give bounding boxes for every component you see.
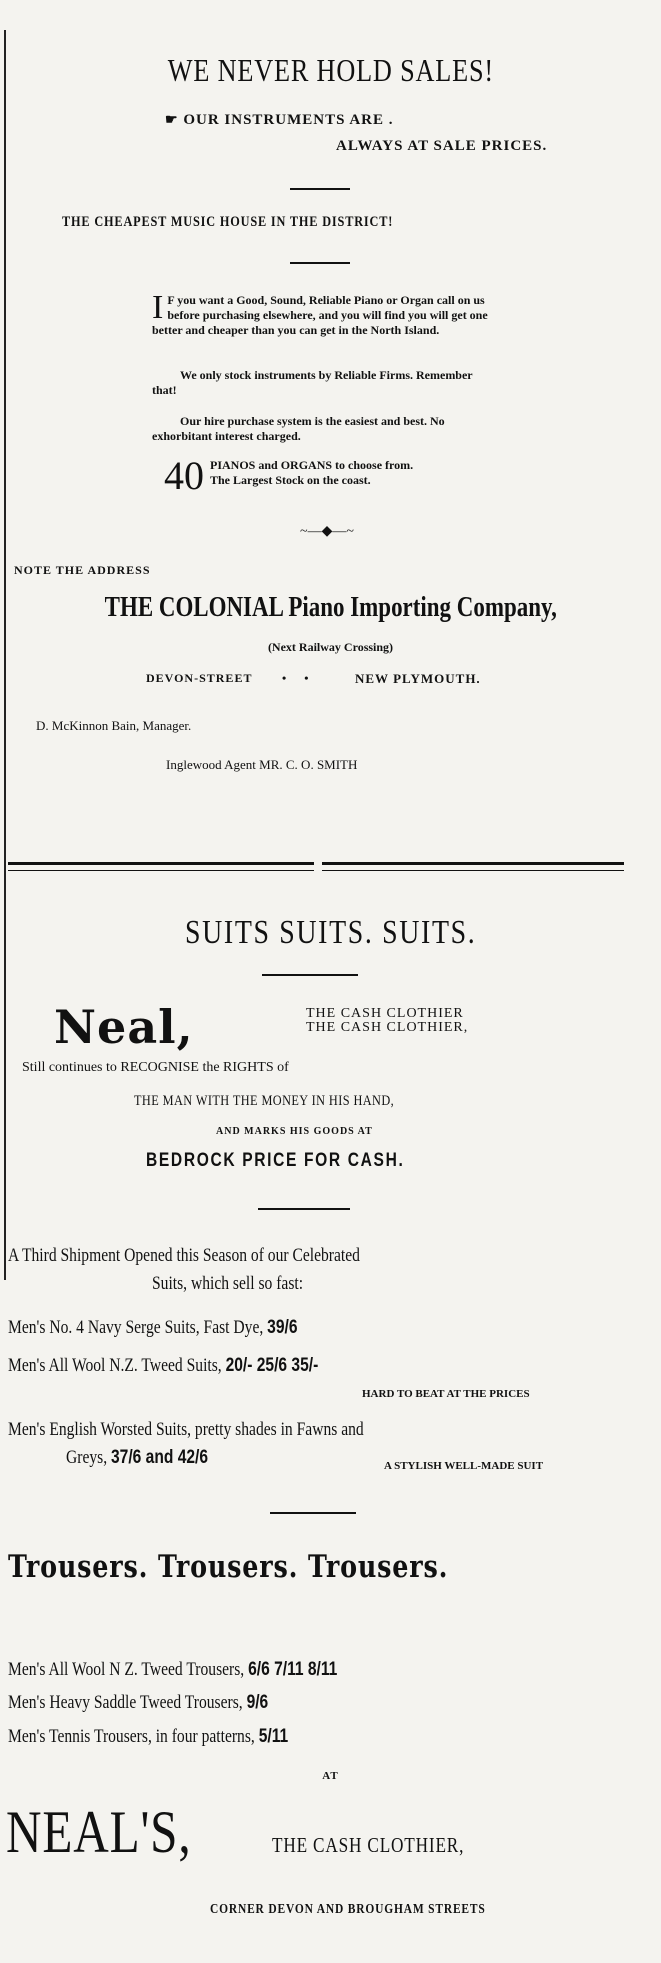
suit-3-note: A STYLISH WELL-MADE SUIT [384, 1460, 544, 1472]
hand-pointer-icon: ☛ [165, 113, 179, 128]
company-name: THE COLONIAL Piano Importing Company, [104, 592, 557, 623]
divider [270, 1512, 356, 1514]
railway-crossing: (Next Railway Crossing) [267, 640, 394, 654]
agent-line: Inglewood Agent MR. C. O. SMITH [166, 757, 358, 772]
piano-sub2: ALWAYS AT SALE PRICES. [336, 138, 548, 154]
trouser-item-1: Men's All Wool N Z. Tweed Trousers, 6/6 7/11 8/11 [8, 1659, 338, 1680]
marks-line: AND MARKS HIS GOODS AT [216, 1126, 373, 1137]
still-line: Still continues to RECOGNISE the RIGHTS of [22, 1060, 289, 1075]
cash-clothier-tag: THE CASH CLOTHIER THE CASH CLOTHIER, [306, 1006, 469, 1035]
neal-logo: Neal, [54, 1000, 194, 1054]
third-shipment-line1: A Third Shipment Opened this Season of our Celebrated [8, 1245, 360, 1266]
divider [290, 262, 350, 264]
dots: • • [282, 671, 309, 685]
piano-paragraph-3: Our hire purchase system is the easiest and best. No exhorbitant interest charged. [152, 414, 445, 443]
cheapest-line: THE CHEAPEST MUSIC HOUSE IN THE DISTRICT! [62, 214, 394, 230]
at-label: AT [322, 1770, 339, 1782]
town-name: NEW PLYMOUTH. [355, 671, 481, 686]
section-divider-right [322, 862, 624, 871]
piano-sub1: ☛ OUR INSTRUMENTS ARE . [165, 112, 394, 128]
column-border [4, 30, 6, 1280]
divider [290, 188, 350, 190]
suit-item-3-line2: Greys, 37/6 and 42/6 [66, 1447, 209, 1468]
bedrock-line: BEDROCK PRICE FOR CASH. [146, 1150, 405, 1171]
man-with-money: THE MAN WITH THE MONEY IN HIS HAND, [134, 1093, 395, 1109]
suit-item-1: Men's No. 4 Navy Serge Suits, Fast Dye, 39/6 [8, 1317, 298, 1338]
ornament-divider: ~—◆—~ [300, 524, 354, 539]
piano-paragraph-1: I F you want a Good, Sound, Reliable Piano or Organ call on us before purchasing elsewhere, and you will find you will get one better and cheaper than you can get in the North Island. [152, 289, 488, 337]
divider [262, 974, 358, 976]
suit-2-note: HARD TO BEAT AT THE PRICES [362, 1388, 530, 1400]
trouser-item-2: Men's Heavy Saddle Tweed Trousers, 9/6 [8, 1692, 269, 1713]
piano-headline: WE NEVER HOLD SALES! [167, 52, 494, 88]
corner-address: CORNER DEVON AND BROUGHAM STREETS [210, 1902, 486, 1917]
suit-item-2: Men's All Wool N.Z. Tweed Suits, 20/- 25/6 35/- [8, 1355, 319, 1376]
cash-clothier-footer: THE CASH CLOTHIER, [272, 1833, 465, 1857]
section-divider-left [8, 862, 314, 871]
street-name: DEVON-STREET [146, 671, 253, 685]
trousers-headline: Trousers. Trousers. Trousers. [8, 1549, 449, 1585]
third-shipment-line2: Suits, which sell so fast: [152, 1273, 304, 1294]
trouser-item-3: Men's Tennis Trousers, in four patterns, 5/11 [8, 1726, 289, 1747]
piano-paragraph-4: 40 PIANOS and ORGANS to choose from. The Largest Stock on the coast. [164, 453, 414, 498]
neals-logo: NEAL'S, [6, 1799, 192, 1865]
suits-headline: SUITS SUITS. SUITS. [184, 914, 477, 951]
manager-line: D. McKinnon Bain, Manager. [36, 718, 192, 733]
suit-item-3-line1: Men's English Worsted Suits, pretty shades in Fawns and [8, 1419, 364, 1440]
note-address: NOTE THE ADDRESS [14, 563, 151, 577]
divider [258, 1208, 350, 1210]
piano-paragraph-2: We only stock instruments by Reliable Firms. Remember that! [152, 368, 473, 397]
